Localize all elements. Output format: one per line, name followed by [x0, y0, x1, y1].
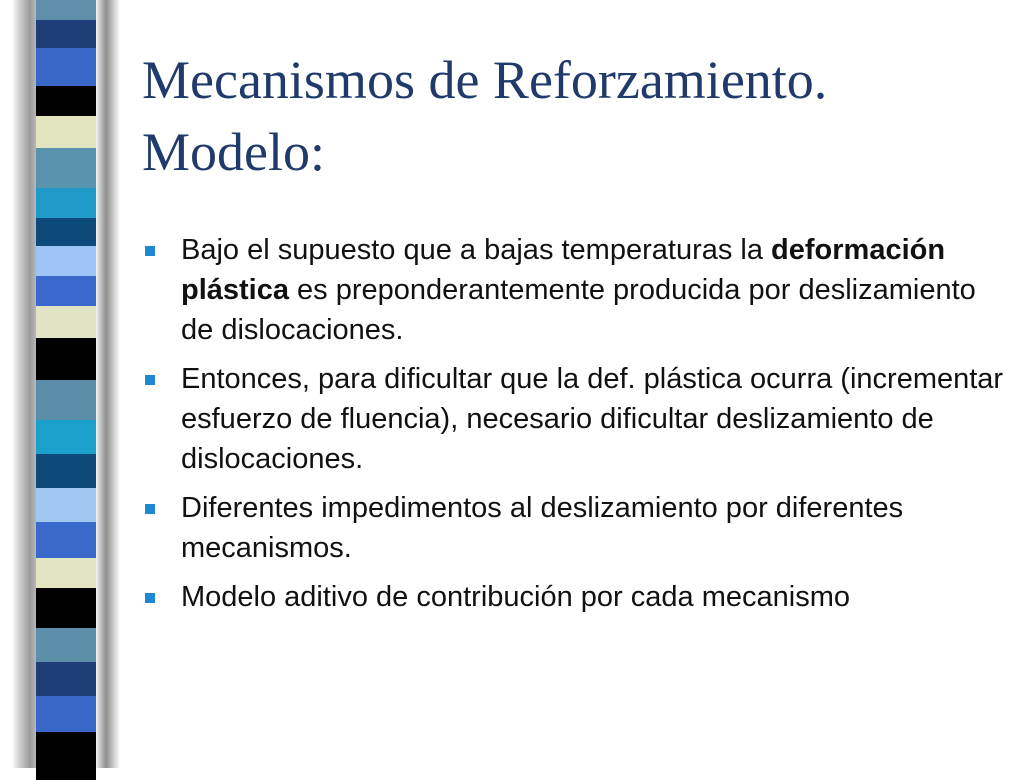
bullet-text-4: Modelo aditivo de contribución por cada mecanismo — [181, 581, 850, 613]
stripe-block — [36, 488, 96, 522]
slide-title-line-2: Modelo: — [142, 122, 325, 182]
stripe-block — [36, 86, 96, 116]
bullet-item — [145, 230, 1005, 350]
stripe-block — [36, 276, 96, 306]
decorative-stripe — [36, 0, 96, 768]
stripe-block — [36, 20, 96, 48]
stripe-block — [36, 48, 96, 86]
square-bullet-icon — [145, 246, 155, 256]
stripe-block — [36, 732, 96, 780]
stripe-block — [36, 662, 96, 696]
stripe-block — [36, 0, 96, 20]
stripe-block — [36, 454, 96, 488]
stripe-block — [36, 588, 96, 628]
stripe-block — [36, 116, 96, 148]
square-bullet-icon — [145, 375, 155, 385]
bullet-item — [145, 488, 1005, 568]
stripe-block — [36, 246, 96, 276]
stripe-block — [36, 338, 96, 380]
bullet-text-1a: Bajo el supuesto que a bajas temperaturas la — [181, 234, 772, 266]
stripe-block — [36, 696, 96, 732]
stripe-block — [36, 188, 96, 218]
stripe-block — [36, 420, 96, 454]
bullet-list — [145, 230, 1005, 626]
bullet-text-1c: es preponderantemente producida por deslizamiento de dislocaciones. — [181, 274, 976, 346]
stripe-block — [36, 522, 96, 558]
stripe-block — [36, 148, 96, 188]
stripe-block — [36, 218, 96, 246]
bullet-item — [145, 359, 1005, 479]
bullet-item — [145, 577, 1005, 617]
bullet-text-3: Diferentes impedimentos al deslizamiento por diferentes mecanismos. — [181, 492, 904, 564]
stripe-block — [36, 306, 96, 338]
bullet-text-1b-bold: deformación plástica — [181, 234, 946, 306]
square-bullet-icon — [145, 593, 155, 603]
stripe-block — [36, 628, 96, 662]
bullet-text-2: Entonces, para dificultar que la def. plástica ocurra (incrementar esfuerzo de fluencia), necesario dificultar deslizamiento de dislocaciones. — [181, 363, 1004, 475]
square-bullet-icon — [145, 504, 155, 514]
slide-title — [142, 44, 1002, 188]
stripe-block — [36, 380, 96, 420]
slide-title-line-1: Mecanismos de Reforzamiento. — [142, 50, 828, 110]
stripe-block — [36, 558, 96, 588]
